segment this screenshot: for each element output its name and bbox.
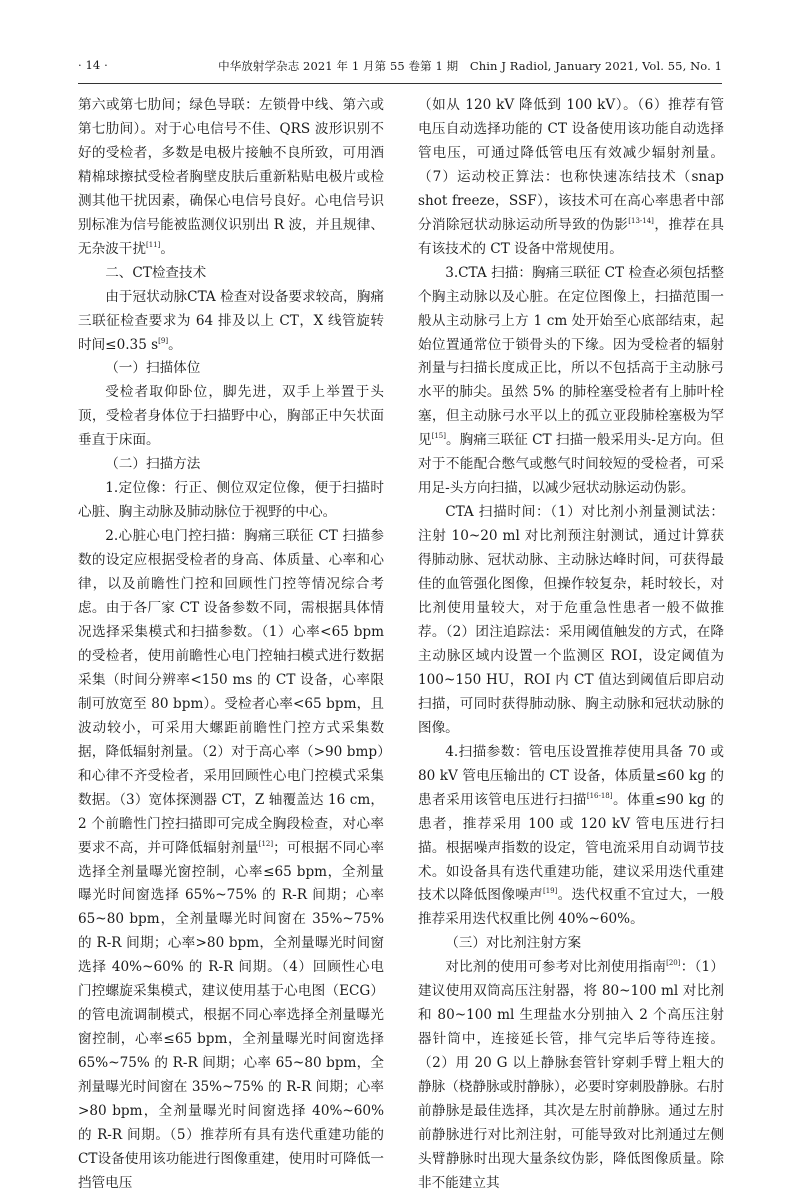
- left-column: [78, 94, 384, 1196]
- subsection-heading: （三）对比剂注射方案: [445, 935, 582, 952]
- paragraph: 对比剂的使用可参考对比剂使用指南[20]：（1）建议使用双筒高压注射器，将 80~100 ml 对比剂和 80~100 ml 生理盐水分别抽入 2 个高压注射器针筒中，连接延长管，排气完毕后等待连接。（2）用 20 G 以上静脉套管针穿刺手臂上粗大的静脉（桡静脉或肘静脉），必要时穿刺股静脉。右肘前静脉是最佳选择，其次是左肘前静脉。通过左肘前静脉进行对比剂注射，可能导致对比剂通过左侧头臂静脉时出现大量条纹伪影，降低图像质量。除非不能建立其: [418, 959, 724, 1191]
- subsection-heading: （一）扫描体位: [105, 360, 201, 377]
- paragraph: 4.扫描参数：管电压设置推荐使用具备 70 或 80 kV 管电压输出的 CT 设备，体质量≤60 kg 的患者采用该管电压进行扫描[16-18]。体重≤90 kg 的患者，推荐采用 100 或 120 kV 管电压进行扫描。根据噪声指数的设定，管电流采用自动调节技术。如设备具有迭代重建功能，建议采用迭代重建技术以降低图像噪声[19]。迭代权重不宜过大，一般推荐采用迭代权重比例 40%~60%。: [418, 743, 725, 928]
- citation: [9]: [158, 336, 169, 345]
- subsection-heading: （二）扫描方法: [105, 456, 201, 473]
- paragraph: 3.CTA 扫描：胸痛三联征 CT 检查必须包括整个胸主动脉以及心脏。在定位图像上，扫描范围一般从主动脉弓上方 1 cm 处开始至心底部结束，起始位置通常位于锁骨头的下缘。因为受检者的辐射剂量与扫描长度成正比，所以不包括高于主动脉弓水平的肺尖。虽然 5% 的肺栓塞受检者有上肺叶栓塞，但主动脉弓水平以上的孤立亚段肺栓塞极为罕见[15]。胸痛三联征 CT 扫描一般采用头-足方向。但对于不能配合憋气或憋气时间较短的受检者，可采用足-头方向扫描，以减少冠状动脉运动伪影。: [418, 264, 725, 497]
- right-column: [418, 94, 724, 1196]
- journal-citation: 中华放射学杂志 2021 年 1 月第 55 卷第 1 期 Chin J Radiol, January 2021, Vol. 55, No. 1: [218, 59, 722, 73]
- citation: [20]: [666, 959, 681, 968]
- citation: [16-18]: [586, 791, 613, 800]
- citation: [19]: [542, 887, 558, 896]
- paragraph: 由于冠状动脉CTA 检查对设备要求较高，胸痛三联征检查要求为 64 排及以上 CT，X 线管旋转时间≤0.35 s[9]。: [78, 288, 384, 353]
- citation: [12]: [258, 839, 274, 848]
- paragraph: 1.定位像：行正、侧位双定位像，便于扫描时心脏、胸主动脉及肺动脉位于视野的中心。: [78, 480, 384, 521]
- paragraph: CTA 扫描时间：（1）对比剂小剂量测试法：注射 10~20 ml 对比剂预注射测试，通过计算获得肺动脉、冠状动脉、主动脉达峰时间，可获得最佳的血管强化图像，但操作较复杂，耗时较长，对比剂使用量较大，对于危重急性患者一般不做推荐。（2）团注追踪法：采用阈值触发的方式，在降主动脉区域内设置一个监测区 ROI，设定阈值为 100~150 HU，ROI 内 CT 值达到阈值后即启动扫描，可同时获得肺动脉、胸主动脉和冠状动脉的图像。: [418, 504, 724, 736]
- paragraph: 受检者取仰卧位，脚先进，双手上举置于头顶，受检者身体位于扫描野中心，胸部正中矢状面垂直于床面。: [78, 384, 384, 449]
- section-heading: 二、CT检查技术: [105, 264, 207, 281]
- citation: [11]: [145, 240, 161, 249]
- paragraph: 2.心脏心电门控扫描：胸痛三联征 CT 扫描参数的设定应根据受检者的身高、体质量、心率和心律，以及前瞻性门控和回顾性门控等情况综合考虑。由于各厂家 CT 设备参数不同，需根据具体情况选择采集模式和扫描参数。（1）心率<65 bpm 的受检者，使用前瞻性心电门控轴扫模式进行数据采集（时间分辨率<150 ms 的 CT 设备，心率限制可放宽至 80 bpm）。受检者心率<65 bpm，且波动较小，可采用大螺距前瞻性门控方式采集数据，降低辐射剂量。（2）对于高心率（>90 bmp）和心律不齐受检者，采用回顾性心电门控模式采集数据。（3）宽体探测器 CT，Z 轴覆盖达 16 cm，2 个前瞻性门控扫描即可完成全胸段检查，对心率要求不高，并可降低辐射剂量[12]；可根据不同心率选择全剂量曝光窗控制，心率≤65 bpm，全剂量曝光时间窗选择 65%~75% 的 R-R 间期；心率 65~80 bpm，全剂量曝光时间窗在 35%~75% 的 R-R 间期；心率>80 bpm，全剂量曝光时间窗选择 40%~60% 的 R-R 间期。（4）回顾性心电门控螺旋采集模式，建议使用基于心电图（ECG）的管电流调制模式，根据不同心率选择全剂量曝光窗控制，心率≤65 bpm，全剂量曝光时间窗选择 65%~75% 的 R-R 间期；心率 65~80 bpm，全剂量曝光时间窗在 35%~75% 的 R-R 间期；心率>80 bpm，全剂量曝光时间窗选择 40%~60% 的 R-R 间期。（5）推荐所有具有迭代重建功能的CT设备使用该功能进行图像重建，使用时可降低一挡管电压: [78, 528, 385, 1191]
- citation: [13-14]: [628, 216, 654, 225]
- paragraph: （如从 120 kV 降低到 100 kV）。（6）推荐有管电压自动选择功能的 CT 设备使用该功能自动选择管电压，可通过降低管电压有效减少辐射剂量。（7）运动校正算法：也称快速冻结技术（snap shot freeze，SSF），该技术可在高心率患者中部分消除冠状动脉运动所导致的伪影[13-14]，推荐在具有该技术的 CT 设备中常规使用。: [418, 97, 725, 257]
- header-rule: [78, 83, 722, 84]
- citation: [15]: [431, 432, 446, 441]
- paragraph: 第六或第七肋间；绿色导联：左锁骨中线、第六或第七肋间）。对于心电信号不佳、QRS 波形识别不好的受检者，多数是电极片接触不良所致，可用酒精棉球擦拭受检者胸壁皮肤后重新粘贴电极片或检测其他干扰因素，确保心电信号良好。心电信号识别标准为信号能被监测仪识别出 R 波，并且规律、无杂波干扰[11]。: [78, 97, 384, 257]
- running-header: [78, 56, 722, 78]
- page-number: · 14 ·: [78, 58, 108, 72]
